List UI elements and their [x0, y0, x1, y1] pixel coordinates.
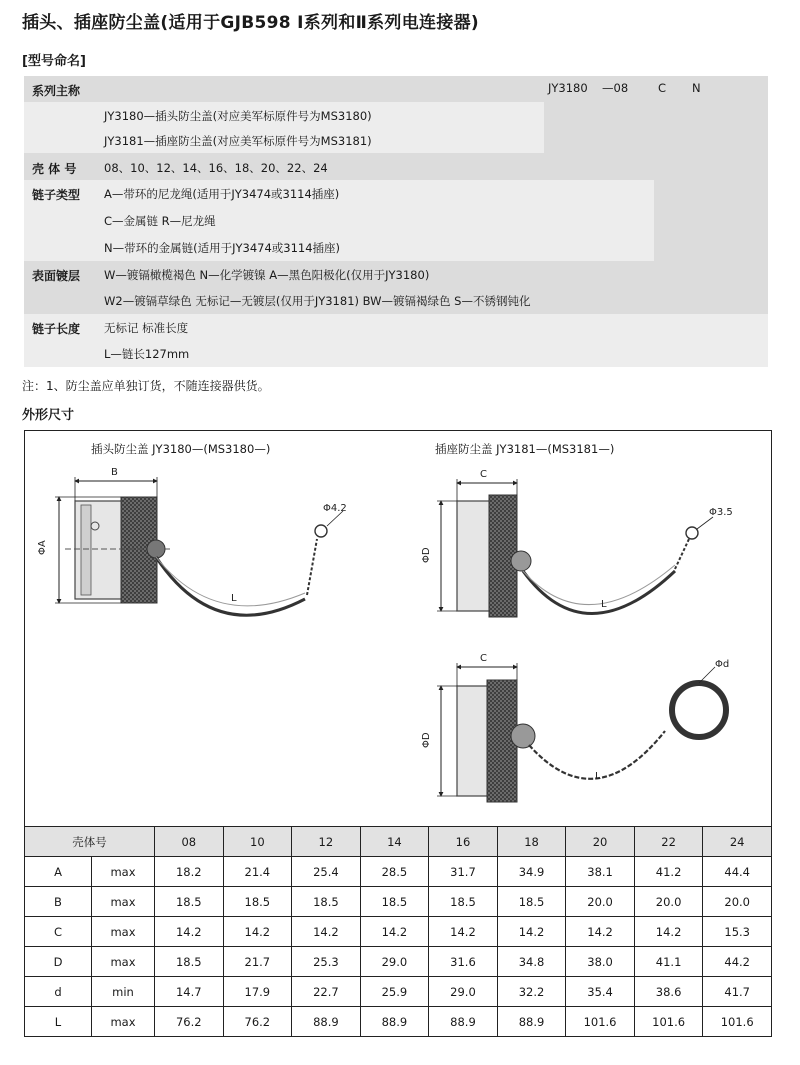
- value-cell: 28.5: [360, 857, 429, 887]
- limit-cell: max: [92, 887, 155, 917]
- value-cell: 38.0: [566, 947, 635, 977]
- socket-caption: 插座防尘盖 JY3181—(MS3181—): [435, 442, 615, 456]
- value-cell: 18.5: [155, 887, 224, 917]
- value-cell: 41.1: [634, 947, 703, 977]
- table-row: [25, 917, 772, 947]
- value-cell: 76.2: [223, 1007, 292, 1037]
- label-shell: 壳 体 号: [32, 162, 77, 176]
- limit-cell: min: [92, 977, 155, 1007]
- label-plating: 表面镀层: [32, 269, 81, 283]
- limit-cell: max: [92, 857, 155, 887]
- table-row: [25, 1007, 772, 1037]
- table-row: [25, 887, 772, 917]
- header-shell-size: 10: [223, 827, 292, 857]
- value-cell: 101.6: [566, 1007, 635, 1037]
- header-shell-size: 16: [429, 827, 498, 857]
- value-cell: 21.4: [223, 857, 292, 887]
- plating-line-2: W2—镀镉草绿色 无标记—无镀层(仅用于JY3181) BW—镀镉褐绿色 S—不锈钢钝化: [104, 294, 531, 308]
- table-row: [25, 947, 772, 977]
- model-naming-table: [24, 76, 768, 367]
- band-series-bar: [24, 76, 544, 102]
- value-cell: 38.1: [566, 857, 635, 887]
- plug-cap-drawing: [55, 477, 343, 615]
- code-plating: N: [692, 81, 701, 95]
- dimension-name-cell: A: [25, 857, 92, 887]
- value-cell: 88.9: [429, 1007, 498, 1037]
- value-cell: 20.0: [566, 887, 635, 917]
- chain-type-line-2: C—金属链 R—尼龙绳: [104, 214, 216, 228]
- value-cell: 25.3: [292, 947, 361, 977]
- dimension-table: [24, 826, 772, 1037]
- value-cell: 14.2: [155, 917, 224, 947]
- dimension-name-cell: B: [25, 887, 92, 917]
- value-cell: 88.9: [497, 1007, 566, 1037]
- header-shell-size: 24: [703, 827, 772, 857]
- dimension-name-cell: d: [25, 977, 92, 1007]
- chain-type-line-3: N—带环的金属链(适用于JY3474或3114插座): [104, 241, 341, 255]
- limit-cell: max: [92, 917, 155, 947]
- value-cell: 29.0: [429, 977, 498, 1007]
- header-shell-size: 08: [155, 827, 224, 857]
- value-cell: 35.4: [566, 977, 635, 1007]
- value-cell: 14.2: [292, 917, 361, 947]
- table-row: [25, 857, 772, 887]
- dim-label-d-ring: ΦD: [421, 732, 432, 748]
- value-cell: 14.2: [360, 917, 429, 947]
- socket-cap-ring-drawing: [437, 663, 726, 802]
- value-cell: 32.2: [497, 977, 566, 1007]
- value-cell: 88.9: [292, 1007, 361, 1037]
- value-cell: 41.7: [703, 977, 772, 1007]
- chain-length-line-2: L—链长127mm: [104, 347, 190, 361]
- value-cell: 18.2: [155, 857, 224, 887]
- value-cell: 14.2: [566, 917, 635, 947]
- value-cell: 25.9: [360, 977, 429, 1007]
- header-shell-size: 18: [497, 827, 566, 857]
- value-cell: 38.6: [634, 977, 703, 1007]
- value-cell: 88.9: [360, 1007, 429, 1037]
- chain-type-line-1: A—带环的尼龙绳(适用于JY3474或3114插座): [104, 187, 340, 201]
- shell-sizes: 08、10、12、14、16、18、20、22、24: [104, 161, 328, 175]
- header-shell-size: 14: [360, 827, 429, 857]
- value-cell: 14.2: [497, 917, 566, 947]
- series-line-1: JY3180—插头防尘盖(对应美军标原件号为MS3180): [104, 109, 372, 123]
- value-cell: 22.7: [292, 977, 361, 1007]
- dim-label-l-plug: L: [231, 593, 237, 604]
- header-shell-size: 20: [566, 827, 635, 857]
- value-cell: 18.5: [497, 887, 566, 917]
- dim-label-c-ring: C: [480, 653, 487, 664]
- value-cell: 20.0: [703, 887, 772, 917]
- label-chain-length: 链子长度: [32, 322, 81, 336]
- value-cell: 29.0: [360, 947, 429, 977]
- label-series: 系列主称: [32, 84, 81, 98]
- code-series: JY3180: [548, 81, 588, 95]
- code-chain: C: [658, 81, 667, 95]
- value-cell: 14.2: [634, 917, 703, 947]
- dimension-name-cell: C: [25, 917, 92, 947]
- value-cell: 17.9: [223, 977, 292, 1007]
- value-cell: 21.7: [223, 947, 292, 977]
- value-cell: 34.8: [497, 947, 566, 977]
- value-cell: 31.7: [429, 857, 498, 887]
- socket-cap-drawing: [437, 479, 713, 617]
- limit-cell: max: [92, 1007, 155, 1037]
- dim-label-b: B: [111, 467, 118, 478]
- value-cell: 101.6: [634, 1007, 703, 1037]
- dim-label-phi42: Φ4.2: [323, 503, 347, 514]
- value-cell: 20.0: [634, 887, 703, 917]
- value-cell: 18.5: [155, 947, 224, 977]
- value-cell: 14.2: [223, 917, 292, 947]
- value-cell: 14.7: [155, 977, 224, 1007]
- value-cell: 25.4: [292, 857, 361, 887]
- table-row: [25, 977, 772, 1007]
- chain-length-line-1: 无标记 标准长度: [104, 321, 189, 335]
- dim-label-phid: Φd: [715, 659, 730, 670]
- limit-cell: max: [92, 947, 155, 977]
- value-cell: 41.2: [634, 857, 703, 887]
- value-cell: 14.2: [429, 917, 498, 947]
- dim-label-phi35: Φ3.5: [709, 507, 733, 518]
- value-cell: 31.6: [429, 947, 498, 977]
- value-cell: 18.5: [429, 887, 498, 917]
- dim-label-l-ring: L: [595, 771, 601, 782]
- dimension-name-cell: L: [25, 1007, 92, 1037]
- dimensions-heading: 外形尺寸: [22, 408, 75, 423]
- value-cell: 18.5: [360, 887, 429, 917]
- dim-label-d: ΦD: [421, 547, 432, 563]
- table-header-row: [25, 827, 772, 857]
- header-shell-size: 22: [634, 827, 703, 857]
- label-chain-type: 链子类型: [32, 188, 81, 202]
- cap-illustrations: [25, 431, 771, 827]
- page-title: 插头、插座防尘盖(适用于GJB598 Ⅰ系列和Ⅱ系列电连接器): [22, 13, 480, 33]
- code-shell: —08: [602, 81, 629, 95]
- plug-caption: 插头防尘盖 JY3180—(MS3180—): [91, 442, 271, 456]
- dim-label-a: ΦA: [37, 540, 48, 555]
- order-note: 注：1、防尘盖应单独订货，不随连接器供货。: [22, 379, 270, 393]
- value-cell: 34.9: [497, 857, 566, 887]
- value-cell: 101.6: [703, 1007, 772, 1037]
- header-shell-label: 壳体号: [25, 827, 155, 857]
- value-cell: 76.2: [155, 1007, 224, 1037]
- outline-drawing: [24, 430, 772, 827]
- value-cell: 44.4: [703, 857, 772, 887]
- dim-label-c: C: [480, 469, 487, 480]
- dimension-name-cell: D: [25, 947, 92, 977]
- value-cell: 18.5: [292, 887, 361, 917]
- series-line-2: JY3181—插座防尘盖(对应美军标原件号为MS3181): [104, 134, 372, 148]
- model-naming-heading: [型号命名]: [22, 54, 86, 69]
- value-cell: 18.5: [223, 887, 292, 917]
- dim-label-l-socket: L: [601, 599, 607, 610]
- value-cell: 44.2: [703, 947, 772, 977]
- value-cell: 15.3: [703, 917, 772, 947]
- header-shell-size: 12: [292, 827, 361, 857]
- plating-line-1: W—镀镉橄榄褐色 N—化学镀镍 A—黑色阳极化(仅用于JY3180): [104, 268, 430, 282]
